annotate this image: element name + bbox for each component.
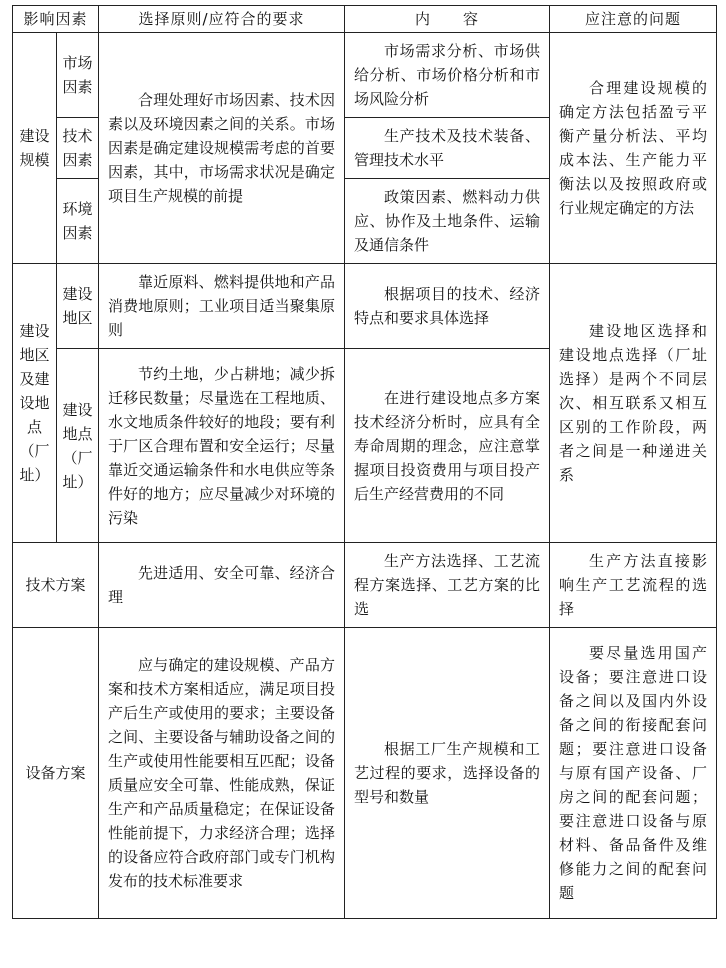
equipment-row: [13, 628, 717, 919]
technology-row: [13, 543, 717, 628]
location-label: 建设地区及建设地点（厂址）: [13, 264, 57, 543]
header-row: [13, 6, 717, 33]
location-site-label: 建设地点（厂址）: [57, 349, 99, 543]
location-region-content: 根据项目的技术、经济特点和要求具体选择: [345, 264, 550, 349]
technology-label: 技术方案: [13, 543, 99, 628]
factor-table: [12, 5, 717, 919]
scale-tech-content: 生产技术及技术装备、管理技术水平: [345, 118, 550, 179]
location-region-principle: 靠近原料、燃料提供地和产品消费地原则；工业项目适当聚集原则: [99, 264, 345, 349]
technology-principle: 先进适用、安全可靠、经济合理: [99, 543, 345, 628]
technology-attention: 生产方法直接影响生产工艺流程的选择: [550, 543, 717, 628]
equipment-attention: 要尽量选用国产设备；要注意进口设备之间以及国内外设备之间的衔接配套问题；要注意进口设备与原有国产设备、厂房之间的配套问题；要注意进口设备与原材料、备品备件及维修能力之间的配套问题: [550, 628, 717, 919]
scale-market-content: 市场需求分析、市场供给分析、市场价格分析和市场风险分析: [345, 33, 550, 118]
location-region-row: [13, 264, 717, 349]
equipment-content: 根据工厂生产规模和工艺过程的要求，选择设备的型号和数量: [345, 628, 550, 919]
scale-attention: 合理建设规模的确定方法包括盈亏平衡产量分析法、平均成本法、生产能力平衡法以及按照政府或行业规定确定的方法: [550, 33, 717, 264]
scale-principle: 合理处理好市场因素、技术因素以及环境因素之间的关系。市场因素是确定建设规模需考虑的首要因素，其中，市场需求状况是确定项目生产规模的前提: [99, 33, 345, 264]
equipment-label: 设备方案: [13, 628, 99, 919]
scale-tech-label: 技术因素: [57, 118, 99, 179]
scale-market-row: [13, 33, 717, 118]
location-site-principle: 节约土地，少占耕地；减少拆迁移民数量；尽量选在工程地质、水文地质条件较好的地段；要有利于厂区合理布置和安全运行；尽量靠近交通运输条件和水电供应等条件好的地方；应尽量减少对环境的污染: [99, 349, 345, 543]
scale-label: 建设规模: [13, 33, 57, 264]
location-site-content: 在进行建设地点多方案技术经济分析时，应具有全寿命周期的理念，应注意掌握项目投资费用与项目投产后生产经营费用的不同: [345, 349, 550, 543]
header-principle: 选择原则/应符合的要求: [99, 6, 345, 33]
header-attention: 应注意的问题: [550, 6, 717, 33]
location-region-label: 建设地区: [57, 264, 99, 349]
equipment-principle: 应与确定的建设规模、产品方案和技术方案相适应，满足项目投产后生产或使用的要求；主要设备之间、主要设备与辅助设备之间的生产或使用性能要相互匹配；设备质量应安全可靠、性能成熟，保证生产和产品质量稳定；在保证设备性能前提下，力求经济合理；选择的设备应符合政府部门或专门机构发布的技术标准要求: [99, 628, 345, 919]
header-content: 内 容: [345, 6, 550, 33]
technology-content: 生产方法选择、工艺流程方案选择、工艺方案的比选: [345, 543, 550, 628]
scale-market-label: 市场因素: [57, 33, 99, 118]
header-factor: 影响因素: [13, 6, 99, 33]
location-attention: 建设地区选择和建设地点选择（厂址选择）是两个不同层次、相互联系又相互区别的工作阶段，两者之间是一种递进关系: [550, 264, 717, 543]
scale-env-label: 环境因素: [57, 179, 99, 264]
scale-env-content: 政策因素、燃料动力供应、协作及土地条件、运输及通信条件: [345, 179, 550, 264]
